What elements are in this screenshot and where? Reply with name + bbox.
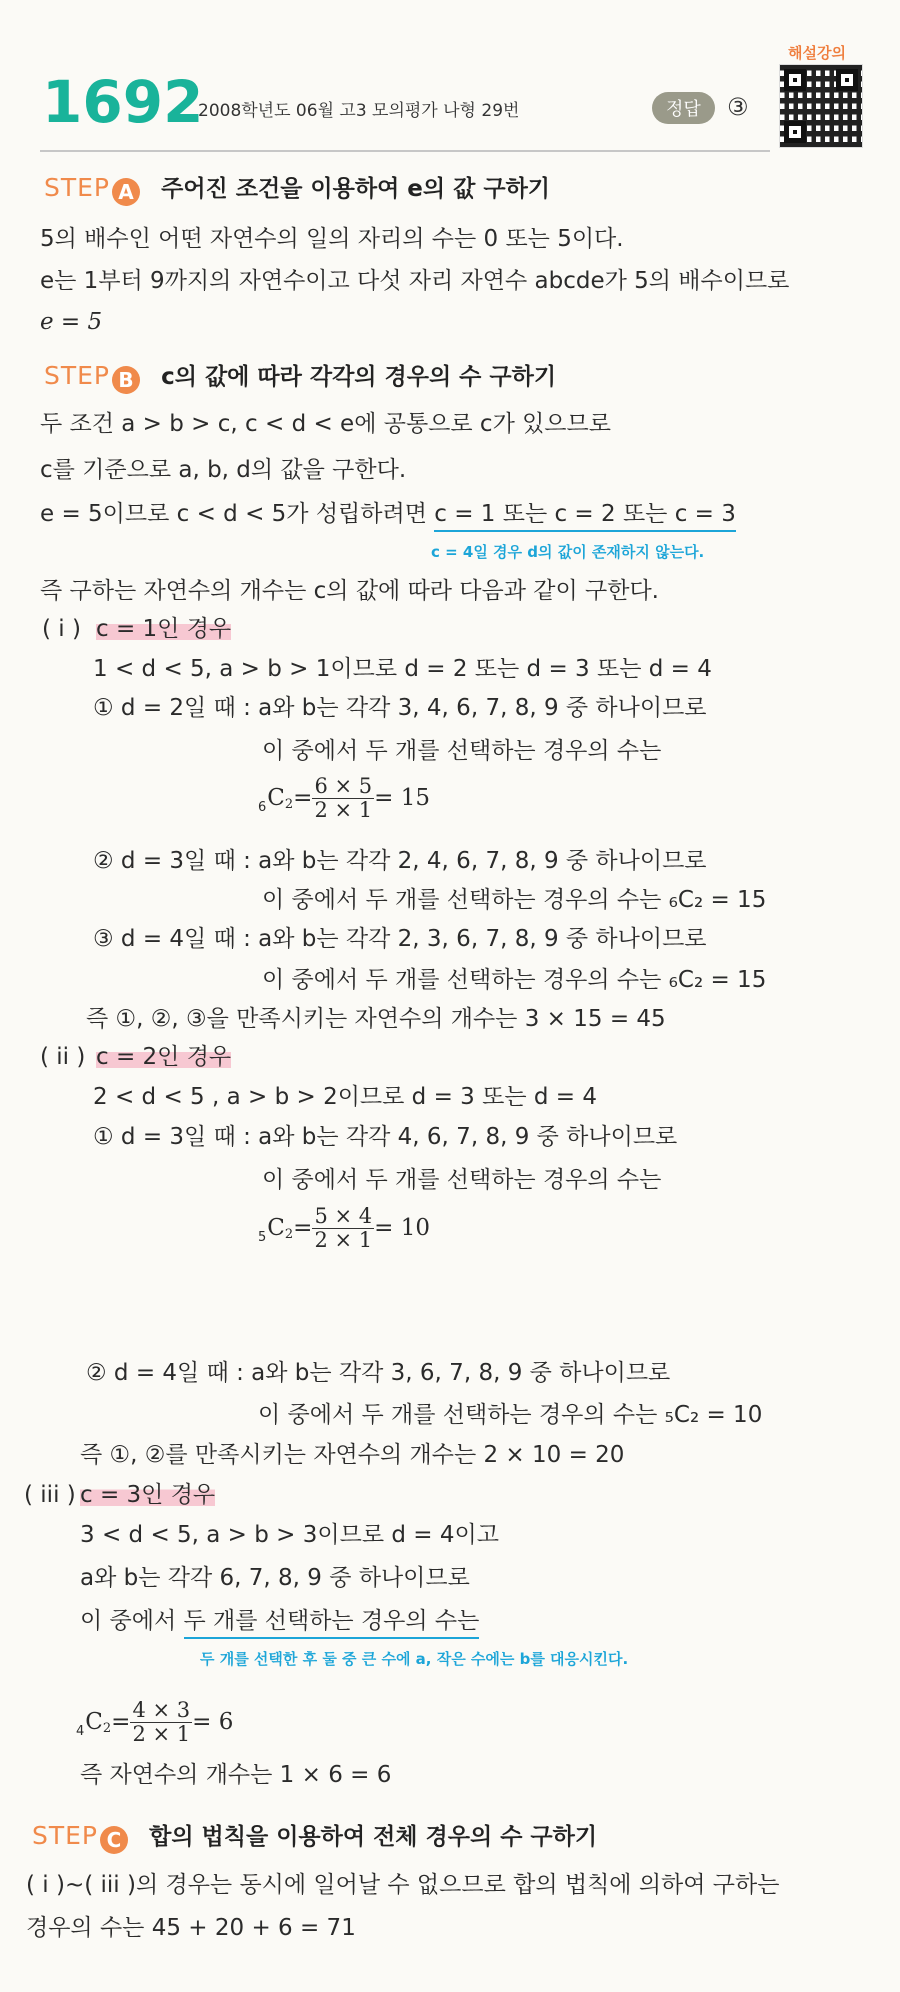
case1-sub3-line-b: 이 중에서 두 개를 선택하는 경우의 수는 ₆C₂ = 15	[262, 967, 767, 993]
case2-title: c = 2인 경우	[96, 1044, 232, 1070]
case3-title: c = 3인 경우	[80, 1482, 216, 1508]
step-word: STEP	[44, 173, 111, 202]
step-a-heading	[44, 170, 550, 206]
fraction: $\frac{4 \times 3}{2 \times 1}$	[132, 1698, 191, 1746]
case3-label: ( iii )	[24, 1482, 76, 1508]
step-letter-icon: C	[100, 1826, 128, 1854]
case1-sub3-line-a: ③ d = 4일 때 : a와 b는 각각 2, 3, 6, 7, 8, 9 중 하나이므로	[93, 926, 707, 952]
case3-calc: $_4C_2=$ $\frac{4 \times 3}{2 \times 1}$ = 6	[76, 1698, 234, 1746]
case2-sub2-line-a: ② d = 4일 때 : a와 b는 각각 3, 6, 7, 8, 9 중 하나이므로	[86, 1360, 671, 1386]
qr-corner-icon	[784, 69, 806, 91]
stepA-line-3: e = 5	[40, 309, 103, 335]
case1-label: ( i )	[42, 616, 81, 642]
fraction: $\frac{5 \times 4}{2 \times 1}$	[314, 1204, 373, 1252]
case2-sub1-calc: $_5C_2=$ $\frac{5 \times 4}{2 \times 1}$ = 10	[258, 1204, 430, 1252]
case1-sub1-calc: $_6C_2=$ $\frac{6 \times 5}{2 \times 1}$ = 15	[258, 774, 430, 822]
case1-sub2-line-b: 이 중에서 두 개를 선택하는 경우의 수는 ₆C₂ = 15	[262, 887, 767, 913]
stepC-line-2: 경우의 수는 45 + 20 + 6 = 71	[26, 1915, 356, 1941]
step-c-heading	[32, 1818, 597, 1854]
answer-value: ③	[727, 93, 749, 121]
problem-number: 1692	[42, 68, 204, 136]
case2-sub1-line-b: 이 중에서 두 개를 선택하는 경우의 수는	[262, 1167, 662, 1193]
stepB-line-3-text: e = 5이므로 c < d < 5가 성립하려면	[40, 501, 435, 527]
qr-corner-icon	[836, 69, 858, 91]
case2-sub2-line-b: 이 중에서 두 개를 선택하는 경우의 수는 ₅C₂ = 10	[258, 1402, 763, 1428]
qr-code-icon[interactable]	[779, 64, 863, 148]
header-divider	[40, 150, 770, 152]
case1-sub1-line-b: 이 중에서 두 개를 선택하는 경우의 수는	[262, 738, 662, 764]
fraction: $\frac{6 \times 5}{2 \times 1}$	[314, 774, 373, 822]
stepB-line-3	[40, 503, 736, 526]
stepB-line-1: 두 조건 a > b > c, c < d < e에 공통으로 c가 있으므로	[40, 411, 611, 437]
case3-line-2: a와 b는 각각 6, 7, 8, 9 중 하나이므로	[80, 1565, 470, 1591]
stepA-line-2: e는 1부터 9까지의 자연수이고 다섯 자리 자연수 abcde가 5의 배수이므로	[40, 268, 790, 294]
combination-n: 4	[76, 1724, 85, 1739]
step-word: STEP	[32, 1821, 99, 1850]
step-title: 합의 법칙을 이용하여 전체 경우의 수 구하기	[149, 1824, 598, 1850]
combination-n: 5	[258, 1230, 267, 1245]
step-letter-icon: B	[112, 366, 140, 394]
case2-label: ( ii )	[40, 1044, 86, 1070]
case1-sub2-line-a: ② d = 3일 때 : a와 b는 각각 2, 4, 6, 7, 8, 9 중 하나이므로	[93, 848, 707, 874]
case1-condition: 1 < d < 5, a > b > 1이므로 d = 2 또는 d = 3 또는 d = 4	[93, 656, 712, 682]
case2-total: 즉 ①, ②를 만족시키는 자연수의 개수는 2 × 10 = 20	[80, 1442, 625, 1468]
case2-condition: 2 < d < 5 , a > b > 2이므로 d = 3 또는 d = 4	[93, 1084, 597, 1110]
case3-underlined-text: 두 개를 선택하는 경우의 수는	[184, 1608, 480, 1639]
case3-line-3	[80, 1610, 479, 1633]
case1-total: 즉 ①, ②, ③을 만족시키는 자연수의 개수는 3 × 15 = 45	[86, 1006, 666, 1032]
problem-source: 2008학년도 06월 고3 모의평가 나형 29번	[198, 101, 520, 121]
combination-n: 6	[258, 800, 267, 815]
step-word: STEP	[44, 361, 111, 390]
case1-title: c = 1인 경우	[96, 616, 232, 642]
stepB-note: c = 4일 경우 d의 값이 존재하지 않는다.	[431, 543, 705, 561]
case3-line-3-text: 이 중에서	[80, 1608, 184, 1634]
stepB-line-4: 즉 구하는 자연수의 개수는 c의 값에 따라 다음과 같이 구한다.	[40, 578, 659, 604]
step-b-heading	[44, 358, 556, 394]
step-title: 주어진 조건을 이용하여 e의 값 구하기	[161, 176, 551, 202]
step-letter-icon: A	[112, 178, 140, 206]
qr-corner-icon	[784, 121, 806, 143]
stepB-underlined-cases: c = 1 또는 c = 2 또는 c = 3	[434, 501, 736, 532]
case2-sub1-line-a: ① d = 3일 때 : a와 b는 각각 4, 6, 7, 8, 9 중 하나이므로	[93, 1124, 678, 1150]
stepB-line-2: c를 기준으로 a, b, d의 값을 구한다.	[40, 457, 407, 483]
case3-note: 두 개를 선택한 후 둘 중 큰 수에 a, 작은 수에는 b를 대응시킨다.	[200, 1650, 629, 1668]
case1-sub1-line-a: ① d = 2일 때 : a와 b는 각각 3, 4, 6, 7, 8, 9 중 하나이므로	[93, 695, 707, 721]
step-title: c의 값에 따라 각각의 경우의 수 구하기	[161, 364, 557, 390]
case3-total: 즉 자연수의 개수는 1 × 6 = 6	[80, 1762, 392, 1788]
case3-condition: 3 < d < 5, a > b > 3이므로 d = 4이고	[80, 1522, 499, 1548]
qr-label: 해설강의	[788, 44, 846, 62]
stepC-line-1: ( i )~( iii )의 경우는 동시에 일어날 수 없으므로 합의 법칙에 의하여 구하는	[26, 1872, 780, 1898]
stepA-line-1: 5의 배수인 어떤 자연수의 일의 자리의 수는 0 또는 5이다.	[40, 226, 624, 252]
answer-label: 정답	[652, 92, 715, 124]
